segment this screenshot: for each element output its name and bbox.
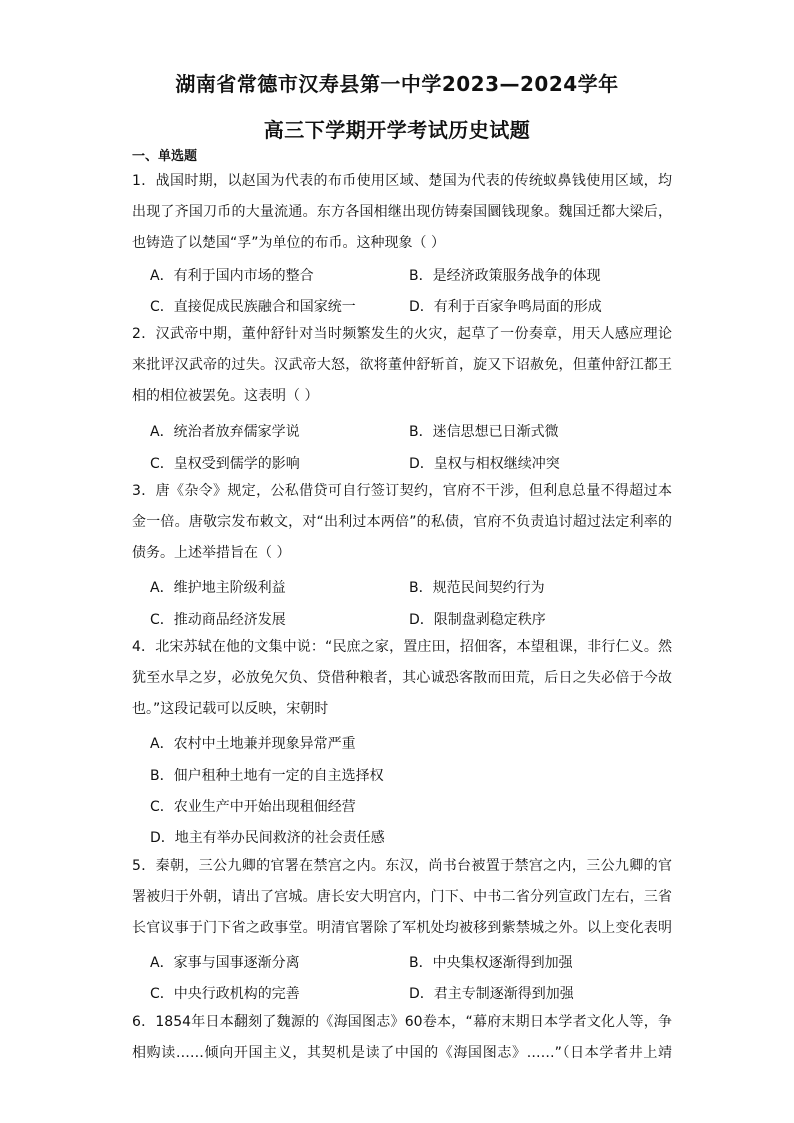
question-5-option-d: D．君主专制逐渐得到加强 xyxy=(409,986,574,1002)
question-1-line-2: 出现了齐国刀币的大量流通。东方各国相继出现仿铸秦国圜钱现象。魏国迁都大梁后， xyxy=(132,204,672,220)
question-3-option-c: C．推动商品经济发展 xyxy=(150,612,286,628)
question-1-option-c: C．直接促成民族融合和国家统一 xyxy=(150,299,356,315)
exam-title-line1: 湖南省常德市汉寿县第一中学2023—2024学年 xyxy=(175,72,619,96)
section-heading: 一、单选题 xyxy=(132,149,198,164)
question-1-option-a: A．有利于国内市场的整合 xyxy=(150,268,314,284)
question-4-option-c: C．农业生产中开始出现租佃经营 xyxy=(150,799,356,815)
question-4-option-b: B．佃户租种土地有一定的自主选择权 xyxy=(150,768,384,784)
question-1-option-d: D．有利于百家争鸣局面的形成 xyxy=(409,299,602,315)
question-2-line-3: 相的相位被罢免。这表明（ ） xyxy=(132,388,319,404)
question-3-line-2: 金一倍。唐敬宗发布敕文，对“出利过本两倍”的私债，官府不负责追讨超过法定利率的 xyxy=(132,514,672,530)
question-4-line-1: 4．北宋苏轼在他的文集中说：“民庶之家，置庄田，招佃客，本望租课，非行仁义。然 xyxy=(132,639,672,655)
question-5-line-1: 5．秦朝，三公九卿的官署在禁宫之内。东汉，尚书台被置于禁宫之内，三公九卿的官 xyxy=(132,858,672,874)
question-6-line-1: 6．1854年日本翻刻了魏源的《海国图志》60卷本，“幕府末期日本学者文化人等，争 xyxy=(132,1014,672,1030)
question-5-option-b: B．中央集权逐渐得到加强 xyxy=(409,955,573,971)
question-1-line-3: 也铸造了以楚国“孚”为单位的布币。这种现象（ ） xyxy=(132,235,445,251)
exam-title-line2: 高三下学期开学考试历史试题 xyxy=(263,118,531,142)
question-5-line-2: 署被归于外朝，请出了宫城。唐长安大明宫内，门下、中书二省分列宣政门左右，三省 xyxy=(132,889,672,905)
question-5-option-c: C．中央行政机构的完善 xyxy=(150,986,300,1002)
question-2-option-d: D．皇权与相权继续冲突 xyxy=(409,456,560,472)
question-4-option-d: D．地主有举办民间救济的社会责任感 xyxy=(150,830,385,846)
question-2-option-b: B．迷信思想已日渐式微 xyxy=(409,424,559,440)
question-6-line-2: 相购读……倾向开国主义，其契机是读了中国的《海国图志》……”（日本学者井上靖 xyxy=(132,1045,672,1061)
question-1-option-b: B．是经济政策服务战争的体现 xyxy=(409,268,601,284)
question-3-line-1: 3．唐《杂令》规定，公私借贷可自行签订契约，官府不干涉，但利息总量不得超过本 xyxy=(132,483,672,499)
question-4-line-2: 犹至水旱之岁，必放免欠负、贷借种粮者，其心诚恐客散而田荒，后日之失必倍于今故 xyxy=(132,670,672,686)
question-2-line-1: 2．汉武帝中期，董仲舒针对当时频繁发生的火灾，起草了一份奏章，用天人感应理论 xyxy=(132,326,672,342)
question-2-option-a: A．统治者放弃儒家学说 xyxy=(150,424,300,440)
question-4-option-a: A．农村中土地兼并现象异常严重 xyxy=(150,736,356,752)
question-5-option-a: A．家事与国事逐渐分离 xyxy=(150,955,300,971)
question-5-line-3: 长官议事于门下省之政事堂。明清官署除了军机处均被移到紫禁城之外。以上变化表明 xyxy=(132,920,672,936)
question-3-line-3: 债务。上述举措旨在（ ） xyxy=(132,545,291,561)
question-2-option-c: C．皇权受到儒学的影响 xyxy=(150,456,300,472)
question-1-line-1: 1．战国时期，以赵国为代表的布币使用区域、楚国为代表的传统蚁鼻钱使用区域，均 xyxy=(132,173,672,189)
question-3-option-d: D．限制盘剥稳定秩序 xyxy=(409,612,546,628)
question-4-line-3: 也。”这段记载可以反映，宋朝时 xyxy=(132,701,329,717)
question-3-option-a: A．维护地主阶级利益 xyxy=(150,580,286,596)
question-3-option-b: B．规范民间契约行为 xyxy=(409,580,545,596)
question-2-line-2: 来批评汉武帝的过失。汉武帝大怒，欲将董仲舒斩首，旋又下诏赦免，但董仲舒江都王 xyxy=(132,357,672,373)
